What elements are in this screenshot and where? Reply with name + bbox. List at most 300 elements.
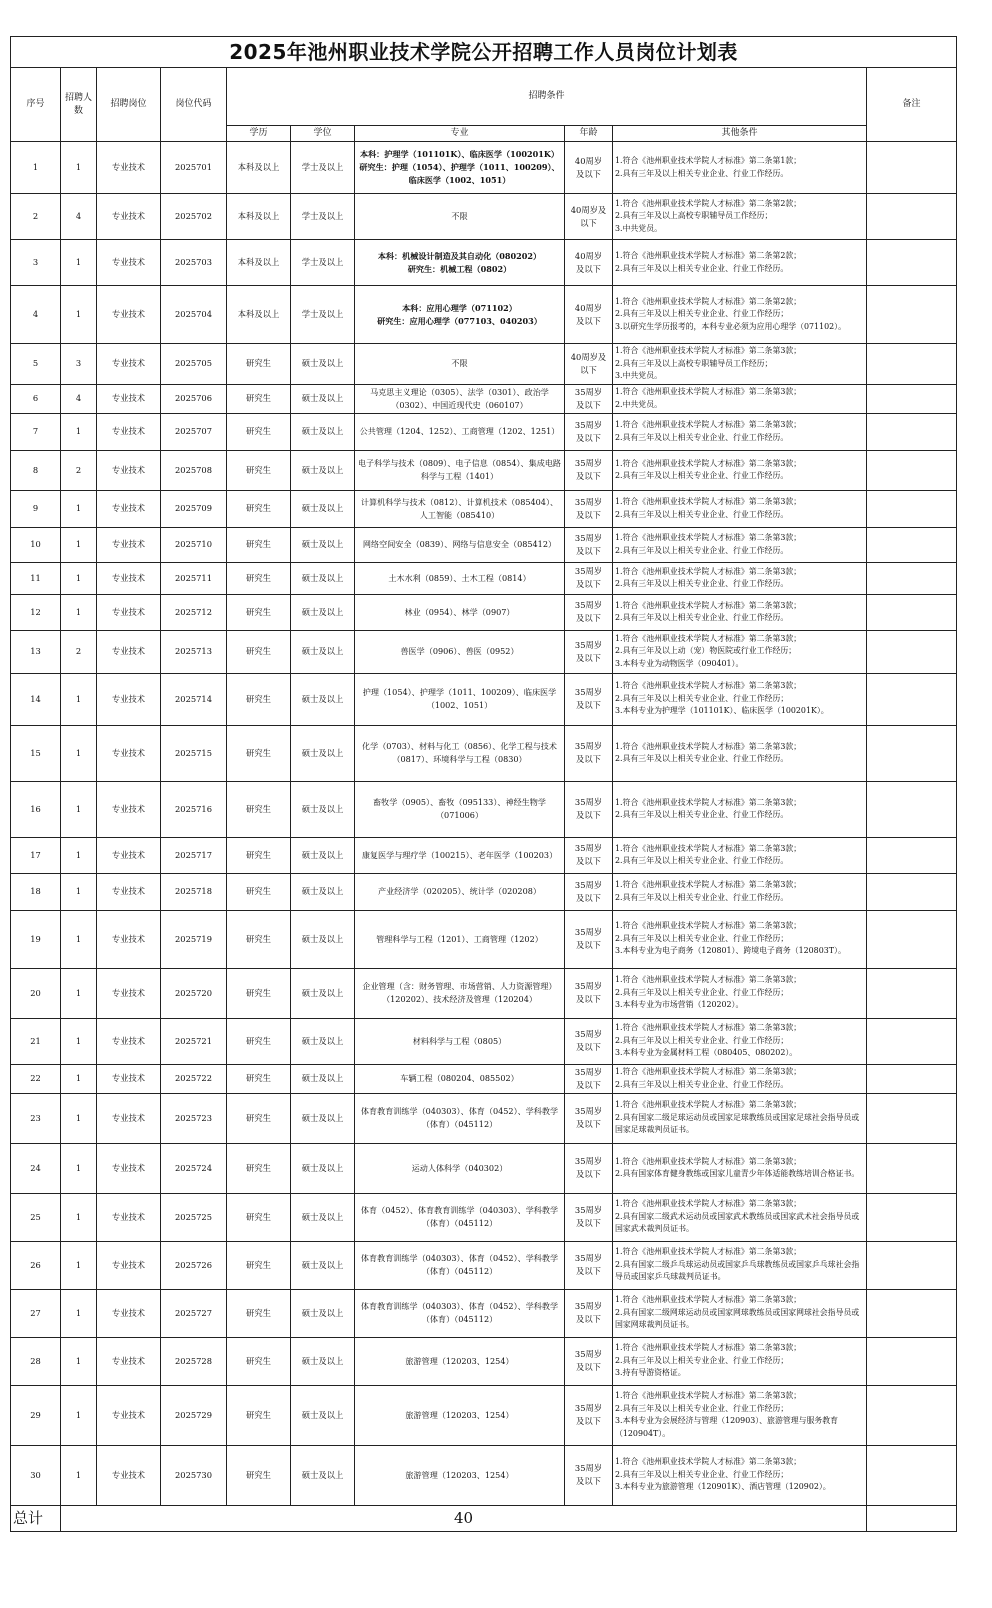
row-seq: 25 — [11, 1193, 61, 1241]
row-remark — [867, 873, 957, 910]
row-seq: 9 — [11, 490, 61, 527]
row-other-conditions: 1.符合《池州职业技术学院人才标准》第二条第3款； 2.具有三年及以上动（宠）物医院或行业工作经历； 3.本科专业为动物医学（090401）。 — [613, 630, 867, 673]
row-major: 材料科学与工程（0805） — [355, 1018, 565, 1064]
row-post: 专业技术 — [97, 873, 161, 910]
row-degree: 硕士及以上 — [291, 1064, 355, 1093]
row-remark — [867, 910, 957, 968]
row-degree: 硕士及以上 — [291, 1337, 355, 1385]
row-code: 2025728 — [161, 1337, 227, 1385]
table-row — [11, 910, 957, 968]
row-remark — [867, 1018, 957, 1064]
row-major: 产业经济学（020205）、统计学（020208） — [355, 873, 565, 910]
row-count: 2 — [61, 450, 97, 490]
row-other-conditions: 1.符合《池州职业技术学院人才标准》第二条第3款； 2.具有国家二级武术运动员或国家武术教练员或国家武术社会指导员或国家武术裁判员证书。 — [613, 1193, 867, 1241]
row-seq: 24 — [11, 1143, 61, 1193]
row-post: 专业技术 — [97, 1143, 161, 1193]
row-seq: 3 — [11, 240, 61, 286]
header-other: 其他条件 — [613, 126, 867, 142]
row-education: 本科及以上 — [227, 142, 291, 194]
row-other-conditions: 1.符合《池州职业技术学院人才标准》第二条第1款； 2.具有三年及以上相关专业企业、行业工作经历。 — [613, 142, 867, 194]
row-other-conditions: 1.符合《池州职业技术学院人才标准》第二条第3款； 2.具有三年及以上相关专业企业、行业工作经历。 — [613, 490, 867, 527]
row-other-conditions: 1.符合《池州职业技术学院人才标准》第二条第3款； 2.具有三年及以上相关专业企业、行业工作经历； 3.本科专业为护理学（101101K）、临床医学（100201K）。 — [613, 673, 867, 725]
row-count: 1 — [61, 1385, 97, 1445]
row-major: 公共管理（1204、1252）、工商管理（1202、1251） — [355, 413, 565, 450]
row-remark — [867, 1385, 957, 1445]
row-count: 1 — [61, 968, 97, 1018]
row-other-conditions: 1.符合《池州职业技术学院人才标准》第二条第3款； 2.具有三年及以上高校专职辅导员工作经历； 3.中共党员。 — [613, 344, 867, 385]
row-degree: 学士及以上 — [291, 142, 355, 194]
row-major: 体育教育训练学（040303）、体育（0452）、学科教学（体育）（045112） — [355, 1241, 565, 1289]
row-other-conditions: 1.符合《池州职业技术学院人才标准》第二条第3款； 2.具有三年及以上相关专业企业、行业工作经历。 — [613, 594, 867, 630]
row-code: 2025711 — [161, 562, 227, 594]
row-major: 体育教育训练学（040303）、体育（0452）、学科教学（体育）（045112） — [355, 1289, 565, 1337]
row-count: 1 — [61, 562, 97, 594]
row-education: 研究生 — [227, 1093, 291, 1143]
row-age: 35周岁 及以下 — [565, 1018, 613, 1064]
row-degree: 硕士及以上 — [291, 1018, 355, 1064]
row-post: 专业技术 — [97, 384, 161, 413]
row-age: 35周岁 及以下 — [565, 562, 613, 594]
row-post: 专业技术 — [97, 630, 161, 673]
row-age: 35周岁 及以下 — [565, 450, 613, 490]
row-degree: 硕士及以上 — [291, 837, 355, 873]
row-age: 35周岁 及以下 — [565, 1289, 613, 1337]
row-degree: 硕士及以上 — [291, 1093, 355, 1143]
row-major: 不限 — [355, 194, 565, 240]
row-count: 1 — [61, 490, 97, 527]
row-education: 研究生 — [227, 673, 291, 725]
header-age: 年龄 — [565, 126, 613, 142]
row-remark — [867, 562, 957, 594]
row-seq: 8 — [11, 450, 61, 490]
header-major: 专业 — [355, 126, 565, 142]
row-remark — [867, 837, 957, 873]
row-age: 35周岁 及以下 — [565, 413, 613, 450]
row-major: 旅游管理（120203、1254） — [355, 1385, 565, 1445]
row-degree: 硕士及以上 — [291, 1385, 355, 1445]
row-remark — [867, 630, 957, 673]
row-major: 车辆工程（080204、085502） — [355, 1064, 565, 1093]
row-remark — [867, 1064, 957, 1093]
table-row — [11, 194, 957, 240]
row-degree: 硕士及以上 — [291, 344, 355, 385]
row-education: 研究生 — [227, 527, 291, 562]
table-row — [11, 344, 957, 385]
row-major: 兽医学（0906）、兽医（0952） — [355, 630, 565, 673]
row-seq: 10 — [11, 527, 61, 562]
row-education: 研究生 — [227, 1193, 291, 1241]
row-degree: 硕士及以上 — [291, 1289, 355, 1337]
row-age: 40周岁 及以下 — [565, 142, 613, 194]
row-count: 1 — [61, 1143, 97, 1193]
row-other-conditions: 1.符合《池州职业技术学院人才标准》第二条第3款； 2.具有三年及以上相关专业企业、行业工作经历； 3.本科专业为会展经济与管理（120903）、旅游管理与服务教育（120904T）。 — [613, 1385, 867, 1445]
row-age: 35周岁 及以下 — [565, 1241, 613, 1289]
table-row — [11, 413, 957, 450]
table-row — [11, 968, 957, 1018]
row-education: 研究生 — [227, 1064, 291, 1093]
table-row — [11, 562, 957, 594]
row-education: 研究生 — [227, 1143, 291, 1193]
row-other-conditions: 1.符合《池州职业技术学院人才标准》第二条第2款； 2.具有三年及以上相关专业企业、行业工作经历； 3.以研究生学历报考的，本科专业必须为应用心理学（071102）。 — [613, 286, 867, 344]
row-age: 35周岁 及以下 — [565, 1445, 613, 1505]
row-remark — [867, 1241, 957, 1289]
table-row — [11, 1064, 957, 1093]
row-age: 35周岁 及以下 — [565, 910, 613, 968]
header-remark: 备注 — [867, 68, 957, 142]
row-remark — [867, 1193, 957, 1241]
row-education: 研究生 — [227, 384, 291, 413]
row-major: 本科：机械设计制造及其自动化（080202） 研究生：机械工程（0802） — [355, 240, 565, 286]
row-code: 2025722 — [161, 1064, 227, 1093]
table-row — [11, 1143, 957, 1193]
row-age: 35周岁 及以下 — [565, 384, 613, 413]
row-major: 不限 — [355, 344, 565, 385]
row-age: 35周岁 及以下 — [565, 837, 613, 873]
row-remark — [867, 344, 957, 385]
row-post: 专业技术 — [97, 413, 161, 450]
header-count: 招聘人数 — [61, 68, 97, 142]
row-code: 2025701 — [161, 142, 227, 194]
row-remark — [867, 527, 957, 562]
row-code: 2025709 — [161, 490, 227, 527]
row-code: 2025715 — [161, 725, 227, 781]
row-major: 本科：应用心理学（071102） 研究生：应用心理学（077103、040203） — [355, 286, 565, 344]
row-major: 康复医学与理疗学（100215）、老年医学（100203） — [355, 837, 565, 873]
table-row — [11, 450, 957, 490]
row-other-conditions: 1.符合《池州职业技术学院人才标准》第二条第3款； 2.具有三年及以上相关专业企业、行业工作经历。 — [613, 837, 867, 873]
row-code: 2025725 — [161, 1193, 227, 1241]
row-degree: 硕士及以上 — [291, 673, 355, 725]
row-post: 专业技术 — [97, 673, 161, 725]
row-remark — [867, 673, 957, 725]
table-row — [11, 1337, 957, 1385]
row-other-conditions: 1.符合《池州职业技术学院人才标准》第二条第2款； 2.具有三年及以上高校专职辅导员工作经历； 3.中共党员。 — [613, 194, 867, 240]
row-seq: 14 — [11, 673, 61, 725]
row-other-conditions: 1.符合《池州职业技术学院人才标准》第二条第3款； 2.具有三年及以上相关专业企业、行业工作经历。 — [613, 562, 867, 594]
row-other-conditions: 1.符合《池州职业技术学院人才标准》第二条第3款； 2.具有国家二级乒乓球运动员或国家乒乓球教练员或国家乒乓球社会指导员或国家乒乓球裁判员证书。 — [613, 1241, 867, 1289]
row-seq: 19 — [11, 910, 61, 968]
row-degree: 学士及以上 — [291, 286, 355, 344]
row-other-conditions: 1.符合《池州职业技术学院人才标准》第二条第3款； 2.具有三年及以上相关专业企业、行业工作经历。 — [613, 725, 867, 781]
row-seq: 21 — [11, 1018, 61, 1064]
row-remark — [867, 413, 957, 450]
row-code: 2025704 — [161, 286, 227, 344]
row-code: 2025720 — [161, 968, 227, 1018]
table-row — [11, 1385, 957, 1445]
header-seq: 序号 — [11, 68, 61, 142]
row-education: 研究生 — [227, 630, 291, 673]
row-age: 35周岁 及以下 — [565, 968, 613, 1018]
row-remark — [867, 450, 957, 490]
table-title: 2025年池州职业技术学院公开招聘工作人员岗位计划表 — [11, 37, 957, 68]
row-count: 1 — [61, 1241, 97, 1289]
table-row — [11, 142, 957, 194]
table-row — [11, 527, 957, 562]
row-seq: 18 — [11, 873, 61, 910]
row-code: 2025702 — [161, 194, 227, 240]
row-degree: 硕士及以上 — [291, 594, 355, 630]
table-row — [11, 384, 957, 413]
row-education: 研究生 — [227, 490, 291, 527]
row-post: 专业技术 — [97, 725, 161, 781]
row-age: 35周岁 及以下 — [565, 1385, 613, 1445]
row-code: 2025727 — [161, 1289, 227, 1337]
header-post: 招聘岗位 — [97, 68, 161, 142]
row-major: 旅游管理（120203、1254） — [355, 1445, 565, 1505]
row-degree: 硕士及以上 — [291, 725, 355, 781]
row-post: 专业技术 — [97, 1241, 161, 1289]
row-major: 计算机科学与技术（0812）、计算机技术（085404）、人工智能（085410） — [355, 490, 565, 527]
row-code: 2025713 — [161, 630, 227, 673]
row-major: 马克思主义理论（0305）、法学（0301）、政治学（0302）、中国近现代史（060107） — [355, 384, 565, 413]
row-degree: 硕士及以上 — [291, 490, 355, 527]
row-seq: 27 — [11, 1289, 61, 1337]
row-other-conditions: 1.符合《池州职业技术学院人才标准》第二条第3款； 2.具有三年及以上相关专业企业、行业工作经历。 — [613, 413, 867, 450]
row-post: 专业技术 — [97, 1018, 161, 1064]
row-post: 专业技术 — [97, 344, 161, 385]
row-post: 专业技术 — [97, 594, 161, 630]
row-other-conditions: 1.符合《池州职业技术学院人才标准》第二条第3款； 2.具有三年及以上相关专业企业、行业工作经历； 3.持有导游资格证。 — [613, 1337, 867, 1385]
row-major: 本科：护理学（101101K）、临床医学（100201K） 研究生：护理（1054）、护理学（1011、100209）、临床医学（1002、1051） — [355, 142, 565, 194]
row-age: 40周岁 及以下 — [565, 286, 613, 344]
row-degree: 硕士及以上 — [291, 384, 355, 413]
row-count: 4 — [61, 194, 97, 240]
row-post: 专业技术 — [97, 240, 161, 286]
header-degree: 学位 — [291, 126, 355, 142]
row-remark — [867, 781, 957, 837]
row-remark — [867, 1337, 957, 1385]
row-other-conditions: 1.符合《池州职业技术学院人才标准》第二条第3款； 2.具有三年及以上相关专业企业、行业工作经历； 3.本科专业为金属材料工程（080405、080202）。 — [613, 1018, 867, 1064]
row-post: 专业技术 — [97, 1337, 161, 1385]
row-code: 2025718 — [161, 873, 227, 910]
row-education: 研究生 — [227, 1018, 291, 1064]
row-seq: 5 — [11, 344, 61, 385]
row-major: 体育（0452）、体育教育训练学（040303）、学科教学（体育）（045112） — [355, 1193, 565, 1241]
row-code: 2025705 — [161, 344, 227, 385]
table-row — [11, 490, 957, 527]
row-major: 管理科学与工程（1201）、工商管理（1202） — [355, 910, 565, 968]
row-major: 网络空间安全（0839）、网络与信息安全（085412） — [355, 527, 565, 562]
row-remark — [867, 1445, 957, 1505]
row-degree: 硕士及以上 — [291, 1143, 355, 1193]
row-seq: 29 — [11, 1385, 61, 1445]
row-education: 研究生 — [227, 344, 291, 385]
row-education: 研究生 — [227, 910, 291, 968]
row-post: 专业技术 — [97, 490, 161, 527]
row-age: 35周岁 及以下 — [565, 1193, 613, 1241]
row-remark — [867, 490, 957, 527]
row-age: 35周岁 及以下 — [565, 1337, 613, 1385]
row-major: 旅游管理（120203、1254） — [355, 1337, 565, 1385]
table-row — [11, 1093, 957, 1143]
row-post: 专业技术 — [97, 1093, 161, 1143]
row-code: 2025708 — [161, 450, 227, 490]
row-age: 40周岁及 以下 — [565, 344, 613, 385]
row-major: 化学（0703）、材料与化工（0856）、化学工程与技术（0817）、环境科学与工程（0830） — [355, 725, 565, 781]
row-seq: 1 — [11, 142, 61, 194]
table-row — [11, 630, 957, 673]
row-code: 2025716 — [161, 781, 227, 837]
row-degree: 学士及以上 — [291, 240, 355, 286]
row-education: 研究生 — [227, 1385, 291, 1445]
total-value: 40 — [61, 1505, 867, 1531]
row-count: 1 — [61, 873, 97, 910]
table-row — [11, 837, 957, 873]
row-code: 2025729 — [161, 1385, 227, 1445]
row-education: 研究生 — [227, 1289, 291, 1337]
row-degree: 硕士及以上 — [291, 781, 355, 837]
row-code: 2025723 — [161, 1093, 227, 1143]
row-major: 运动人体科学（040302） — [355, 1143, 565, 1193]
row-education: 本科及以上 — [227, 194, 291, 240]
row-education: 研究生 — [227, 413, 291, 450]
row-count: 1 — [61, 910, 97, 968]
row-count: 1 — [61, 1093, 97, 1143]
row-post: 专业技术 — [97, 194, 161, 240]
row-education: 本科及以上 — [227, 286, 291, 344]
row-remark — [867, 1093, 957, 1143]
table-row — [11, 594, 957, 630]
table-row — [11, 873, 957, 910]
row-major: 企业管理（含：财务管理、市场营销、人力资源管理）（120202）、技术经济及管理（120204） — [355, 968, 565, 1018]
row-remark — [867, 384, 957, 413]
row-seq: 20 — [11, 968, 61, 1018]
row-seq: 26 — [11, 1241, 61, 1289]
row-code: 2025719 — [161, 910, 227, 968]
row-other-conditions: 1.符合《池州职业技术学院人才标准》第二条第3款； 2.具有三年及以上相关专业企业、行业工作经历； 3.本科专业为旅游管理（120901K）、酒店管理（120902）。 — [613, 1445, 867, 1505]
row-degree: 硕士及以上 — [291, 1445, 355, 1505]
row-education: 研究生 — [227, 837, 291, 873]
row-degree: 硕士及以上 — [291, 1241, 355, 1289]
row-other-conditions: 1.符合《池州职业技术学院人才标准》第二条第2款； 2.具有三年及以上相关专业企业、行业工作经历。 — [613, 240, 867, 286]
row-remark — [867, 142, 957, 194]
row-other-conditions: 1.符合《池州职业技术学院人才标准》第二条第3款； 2.具有三年及以上相关专业企业、行业工作经历； 3.本科专业为电子商务（120801）、跨境电子商务（120803T）。 — [613, 910, 867, 968]
row-age: 35周岁 及以下 — [565, 673, 613, 725]
row-age: 35周岁 及以下 — [565, 1064, 613, 1093]
row-education: 研究生 — [227, 725, 291, 781]
row-count: 1 — [61, 1193, 97, 1241]
row-count: 1 — [61, 1289, 97, 1337]
row-count: 1 — [61, 725, 97, 781]
row-post: 专业技术 — [97, 1385, 161, 1445]
row-seq: 6 — [11, 384, 61, 413]
row-remark — [867, 594, 957, 630]
row-seq: 17 — [11, 837, 61, 873]
row-seq: 13 — [11, 630, 61, 673]
row-code: 2025707 — [161, 413, 227, 450]
row-other-conditions: 1.符合《池州职业技术学院人才标准》第二条第3款； 2.具有三年及以上相关专业企业、行业工作经历。 — [613, 1064, 867, 1093]
row-education: 研究生 — [227, 450, 291, 490]
row-other-conditions: 1.符合《池州职业技术学院人才标准》第二条第3款； 2.具有三年及以上相关专业企业、行业工作经历； 3.本科专业为市场营销（120202）。 — [613, 968, 867, 1018]
total-label: 总计 — [11, 1505, 61, 1531]
total-row — [11, 1505, 957, 1531]
row-count: 1 — [61, 837, 97, 873]
row-major: 林业（0954）、林学（0907） — [355, 594, 565, 630]
row-degree: 硕士及以上 — [291, 1193, 355, 1241]
row-education: 研究生 — [227, 562, 291, 594]
row-age: 35周岁 及以下 — [565, 781, 613, 837]
total-remark — [867, 1505, 957, 1531]
header-education: 学历 — [227, 126, 291, 142]
row-post: 专业技术 — [97, 562, 161, 594]
row-education: 研究生 — [227, 1337, 291, 1385]
table-row — [11, 1018, 957, 1064]
row-degree: 硕士及以上 — [291, 873, 355, 910]
row-degree: 学士及以上 — [291, 194, 355, 240]
row-seq: 22 — [11, 1064, 61, 1093]
table-row — [11, 1193, 957, 1241]
row-seq: 2 — [11, 194, 61, 240]
table-row — [11, 673, 957, 725]
row-post: 专业技术 — [97, 1445, 161, 1505]
row-count: 1 — [61, 1337, 97, 1385]
row-post: 专业技术 — [97, 1289, 161, 1337]
row-other-conditions: 1.符合《池州职业技术学院人才标准》第二条第3款； 2.具有国家二级网球运动员或国家网球教练员或国家网球社会指导员或国家网球裁判员证书。 — [613, 1289, 867, 1337]
row-education: 研究生 — [227, 968, 291, 1018]
row-seq: 7 — [11, 413, 61, 450]
row-age: 35周岁 及以下 — [565, 630, 613, 673]
row-post: 专业技术 — [97, 142, 161, 194]
row-seq: 4 — [11, 286, 61, 344]
row-education: 本科及以上 — [227, 240, 291, 286]
row-major: 畜牧学（0905）、畜牧（095133）、神经生物学（071006） — [355, 781, 565, 837]
row-count: 1 — [61, 240, 97, 286]
row-count: 3 — [61, 344, 97, 385]
row-other-conditions: 1.符合《池州职业技术学院人才标准》第二条第3款； 2.中共党员。 — [613, 384, 867, 413]
header-code: 岗位代码 — [161, 68, 227, 142]
row-count: 1 — [61, 527, 97, 562]
row-degree: 硕士及以上 — [291, 413, 355, 450]
row-age: 40周岁 及以下 — [565, 240, 613, 286]
row-post: 专业技术 — [97, 1064, 161, 1093]
row-code: 2025721 — [161, 1018, 227, 1064]
row-other-conditions: 1.符合《池州职业技术学院人才标准》第二条第3款； 2.具有国家体育健身教练或国家儿童青少年体适能教练培训合格证书。 — [613, 1143, 867, 1193]
row-other-conditions: 1.符合《池州职业技术学院人才标准》第二条第3款； 2.具有三年及以上相关专业企业、行业工作经历。 — [613, 873, 867, 910]
row-degree: 硕士及以上 — [291, 630, 355, 673]
row-age: 35周岁 及以下 — [565, 527, 613, 562]
row-remark — [867, 725, 957, 781]
row-count: 1 — [61, 142, 97, 194]
recruitment-plan-table — [10, 36, 957, 1532]
row-seq: 23 — [11, 1093, 61, 1143]
row-degree: 硕士及以上 — [291, 527, 355, 562]
row-other-conditions: 1.符合《池州职业技术学院人才标准》第二条第3款； 2.具有国家二级足球运动员或国家足球教练员或国家足球社会指导员或国家足球裁判员证书。 — [613, 1093, 867, 1143]
row-post: 专业技术 — [97, 837, 161, 873]
table-row — [11, 240, 957, 286]
row-seq: 28 — [11, 1337, 61, 1385]
row-remark — [867, 286, 957, 344]
row-count: 1 — [61, 673, 97, 725]
row-count: 1 — [61, 413, 97, 450]
row-seq: 12 — [11, 594, 61, 630]
row-code: 2025724 — [161, 1143, 227, 1193]
table-body — [11, 142, 957, 1506]
row-age: 35周岁 及以下 — [565, 594, 613, 630]
row-age: 35周岁 及以下 — [565, 725, 613, 781]
row-education: 研究生 — [227, 1445, 291, 1505]
row-age: 40周岁及 以下 — [565, 194, 613, 240]
row-degree: 硕士及以上 — [291, 968, 355, 1018]
row-post: 专业技术 — [97, 968, 161, 1018]
row-code: 2025717 — [161, 837, 227, 873]
row-code: 2025703 — [161, 240, 227, 286]
header-conditions: 招聘条件 — [227, 68, 867, 126]
row-post: 专业技术 — [97, 1193, 161, 1241]
row-remark — [867, 194, 957, 240]
table-row — [11, 1289, 957, 1337]
row-major: 土木水利（0859）、土木工程（0814） — [355, 562, 565, 594]
row-post: 专业技术 — [97, 450, 161, 490]
